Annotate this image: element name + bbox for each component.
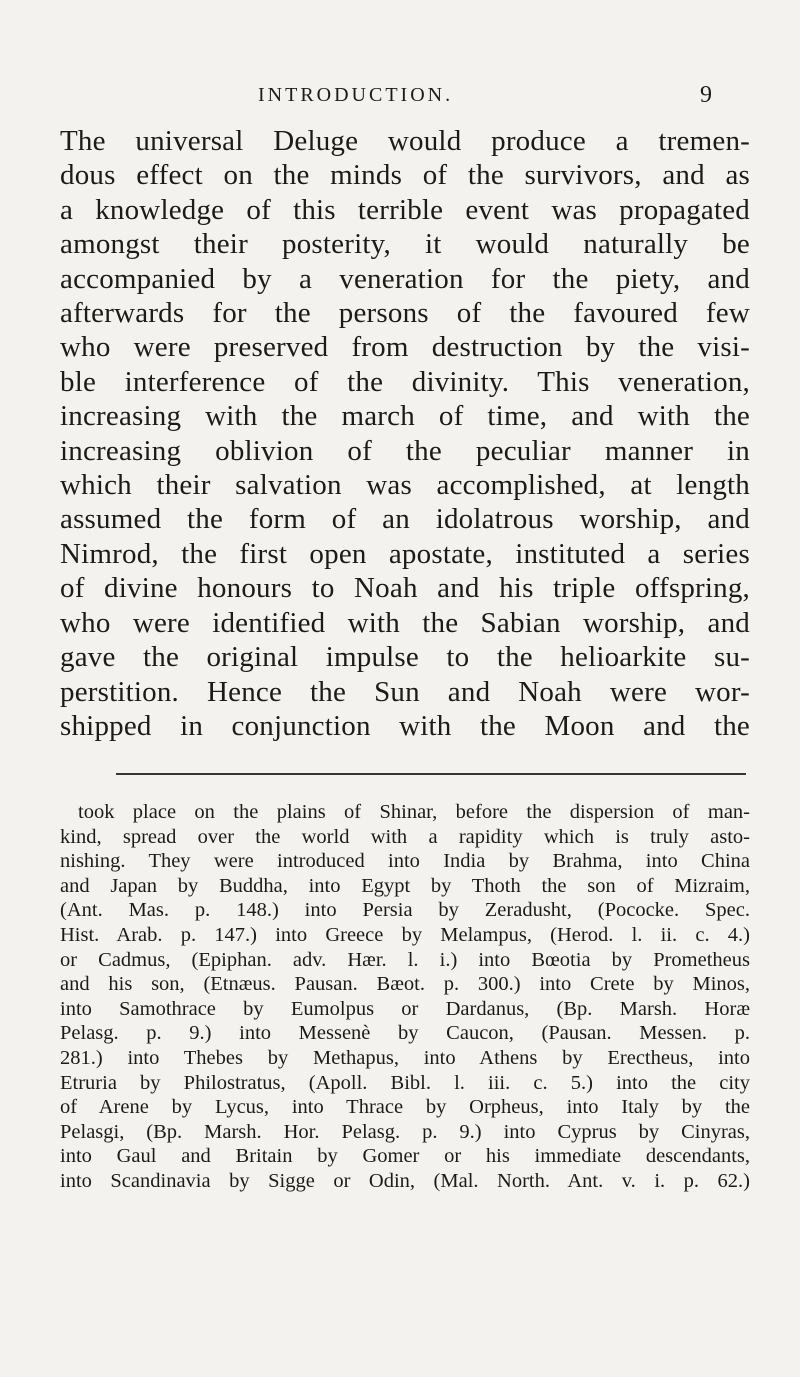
footnote-line: (Ant. Mas. p. 148.) into Persia by Zeradusht, (Pococke. Spec.	[60, 899, 750, 922]
main-text	[60, 124, 750, 743]
text-line: of divine honours to Noah and his triple offspring,	[60, 572, 750, 605]
footnote-line: Hist. Arab. p. 147.) into Greece by Melampus, (Herod. l. ii. c. 4.)	[60, 923, 750, 946]
footnote-divider	[116, 773, 746, 775]
text-line: increasing with the march of time, and with the	[60, 400, 750, 433]
footnote-line: into Samothrace by Eumolpus or Dardanus, (Bp. Marsh. Horæ	[60, 997, 750, 1020]
page-number: 9	[700, 82, 712, 108]
page-header	[0, 80, 800, 110]
footnote-line: 281.) into Thebes by Methapus, into Athens by Erectheus, into	[60, 1046, 750, 1069]
text-line: perstition. Hence the Sun and Noah were wor-	[60, 675, 750, 708]
text-line: shipped in conjunction with the Moon and the	[60, 709, 750, 742]
footnote-line: Pelasg. p. 9.) into Messenè by Caucon, (Pausan. Messen. p.	[60, 1022, 750, 1045]
footnote-line: and Japan by Buddha, into Egypt by Thoth the son of Mizraim,	[60, 874, 750, 897]
text-line: who were identified with the Sabian worship, and	[60, 606, 750, 639]
footnote-line: of Arene by Lycus, into Thrace by Orpheus, into Italy by the	[60, 1096, 750, 1119]
text-line: who were preserved from destruction by the visi-	[60, 331, 750, 364]
footnote-line: into Gaul and Britain by Gomer or his immediate descendants,	[60, 1145, 750, 1168]
text-line: amongst their posterity, it would naturally be	[60, 228, 750, 261]
footnote-line: Etruria by Philostratus, (Apoll. Bibl. l. iii. c. 5.) into the city	[60, 1071, 750, 1094]
text-line: The universal Deluge would produce a tremen-	[60, 125, 750, 157]
text-line: accompanied by a veneration for the piety, and	[60, 262, 750, 295]
text-line: assumed the form of an idolatrous worship, and	[60, 503, 750, 536]
footnote-line: and his son, (Etnæus. Pausan. Bæot. p. 300.) into Crete by Minos,	[60, 973, 750, 996]
text-line: gave the original impulse to the helioarkite su-	[60, 641, 750, 674]
text-line: Nimrod, the first open apostate, instituted a series	[60, 537, 750, 570]
text-line: increasing oblivion of the peculiar manner in	[60, 434, 750, 467]
text-line: ble interference of the divinity. This veneration,	[60, 365, 750, 398]
footnote-line: took place on the plains of Shinar, before the dispersion of man-	[78, 801, 750, 823]
footnote-line: Pelasgi, (Bp. Marsh. Hor. Pelasg. p. 9.) into Cyprus by Cinyras,	[60, 1120, 750, 1143]
footnote-line: nishing. They were introduced into India by Brahma, into China	[60, 850, 750, 873]
text-line: afterwards for the persons of the favoured few	[60, 297, 750, 330]
text-line: dous effect on the minds of the survivors, and as	[60, 159, 750, 192]
footnote	[60, 800, 750, 1194]
text-line: which their salvation was accomplished, at length	[60, 469, 750, 502]
footnote-line: into Scandinavia by Sigge or Odin, (Mal. North. Ant. v. i. p. 62.)	[60, 1169, 750, 1192]
text-line: a knowledge of this terrible event was propagated	[60, 193, 750, 226]
footnote-line: or Cadmus, (Epiphan. adv. Hær. l. i.) into Bœotia by Prometheus	[60, 948, 750, 971]
running-head: INTRODUCTION.	[258, 84, 454, 106]
footnote-line: kind, spread over the world with a rapidity which is truly asto-	[60, 825, 750, 848]
